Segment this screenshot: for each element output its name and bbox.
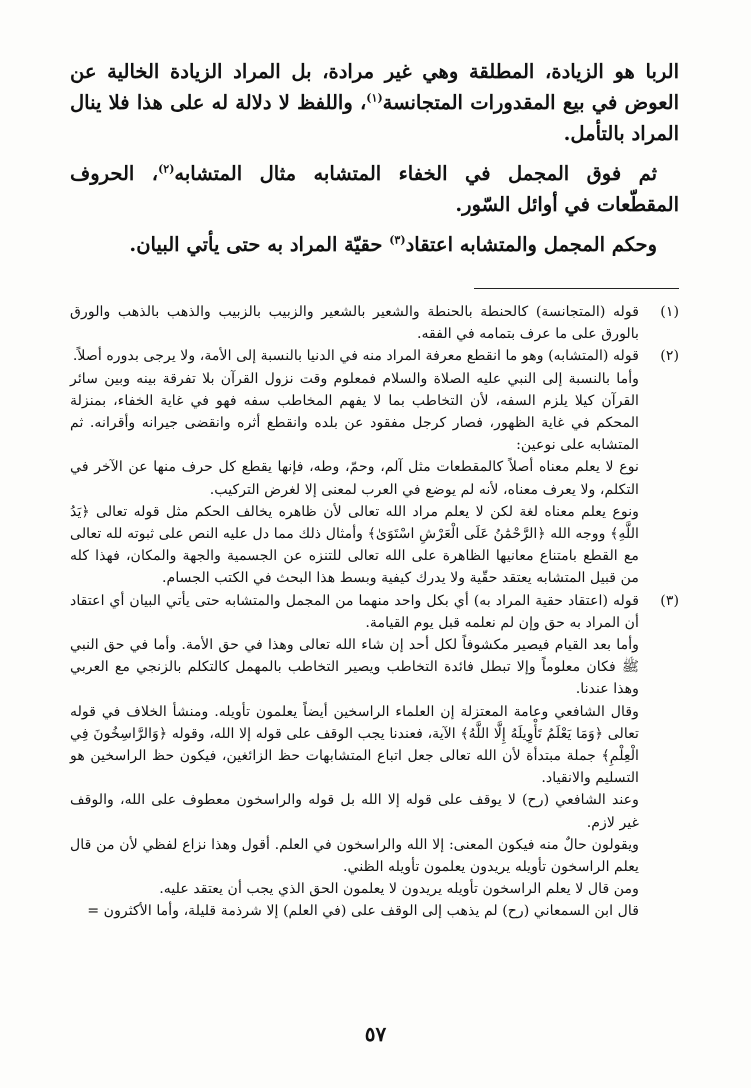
footnote-separator xyxy=(474,288,679,289)
footnote-text: قوله (المتشابه) وهو ما انقطع معرفة المراد منه في الدنيا بالنسبة إلى الأمة، ولا يرجى بدوره أصلاً. xyxy=(72,348,639,365)
page-number: ٥٧ xyxy=(364,1022,387,1046)
footnote-number: (٣) xyxy=(660,592,679,609)
footnote-text: ويقولون حالٌ منه فيكون المعنى: إلا الله والراسخون في العلم. أقول وهذا نزاع لفظي لأن من قال يعلم الراسخون تأويله يريدون يعلمون تأويله الظني. xyxy=(70,836,639,876)
footnote-number: (١) xyxy=(660,304,679,320)
footnotes xyxy=(70,301,679,923)
footnote-text: ومن قال لا يعلم الراسخون تأويله يريدون لا يعلمون الحق الذي يجب أن يعتقد عليه. xyxy=(159,881,639,898)
footnote-text: نوع لا يعلم معناه أصلاً كالمقطعات مثل آلم، وحمّ، وطه، فإنها يقطع كل حرف منها عن الآخر في التكلم، ولا يعرف معناه، لأنه لم يوضع في العرب لمعنى إلا لغرض التركيب. xyxy=(70,459,639,498)
footnote-2-continued xyxy=(70,368,679,590)
footnote-text: وعند الشافعي (رح) لا يوقف على قوله إلا الله بل قوله والراسخون معطوف على الله، والوقف غير لازم. xyxy=(70,792,639,831)
footnote-3 xyxy=(70,590,679,634)
footnote-text: قوله (اعتقاد حقية المراد به) أي بكل واحد منهما من المجمل والمتشابه حتى يأتي البيان أي اعتقاد أن المراد به حق وإن لم نعلمه قبل يوم القيامة. xyxy=(70,592,639,631)
footnote-text: قال ابن السمعاني (رح) لم يذهب إلى الوقف على (في العلم) إلا شرذمة قليلة، وأما الأكثرون = xyxy=(87,903,639,920)
footnote-text: ونوع يعلم معناه لغة لكن لا يعلم مراد الله تعالى لأن ظاهره يخالف الحكم مثل قوله تعالى ﴿يَدُ اللَّهِ﴾ ووجه الله ﴿الرَّحْمَٰنُ عَلَى الْعَرْشِ اسْتَوَىٰ﴾ وأمثال ذلك مما دل عليه النص على ثبوته لله تعالى مع القطع بامتناع معانيها الظاهرة على الله تعالى للتنزه عن الجسمية والجهة والمكان، فهذا كله من قبيل المتشابه يعتقد حقّية ولا يدرك كيفية وبسط هذا البحث في الكتب الجسام. xyxy=(70,503,639,587)
footnote-ref-3: (٣) xyxy=(389,233,406,247)
footnote-ref-1: (١) xyxy=(366,91,383,105)
footnote-2 xyxy=(70,345,679,367)
footnote-text: وقال الشافعي وعامة المعتزلة إن العلماء الراسخين أيضاً يعلمون تأويله. ومنشأ الخلاف في قوله تعالى ﴿وَمَا يَعْلَمُ تَأْوِيلَهُ إِلَّا اللَّهُ﴾ الآية، فعندنا يجب الوقف على قوله إلا الله، وقوله ﴿وَالرَّاسِخُونَ فِي الْعِلْمِ﴾ جملة مبتدأة لأن الله تعالى جعل اتباع المتشابهات حظ الزائغين، فيكون حظ الراسخين هو التسليم والانقياد. xyxy=(70,703,639,787)
footnote-ref-2: (٢) xyxy=(158,162,175,176)
footnote-number: (٢) xyxy=(660,348,679,365)
footnote-text: وأما بالنسبة إلى النبي عليه الصلاة والسلام فمعلوم وقت نزول القرآن بلا تفرقة بينه وبين سائر القرآن كيلا يلزم السفه، لأن التخاطب بما لا يفهم المخاطب سفه فهو في غاية الخفاء، بمنزلة المحكم في غاية الظهور، فصار كرجل مفقود عن بلده وانقطع أثره وانقضى جيرانه وأقرانه. ثم المتشابه على نوعين: xyxy=(70,370,639,454)
main-text xyxy=(70,56,679,260)
main-paragraph-1: الربا هو الزيادة، المطلقة وهي غير مرادة، بل المراد الزيادة الخالية عن العوض في بيع المقدورات المتجانسة$^{(١)}$، واللفظ لا دلالة له على هذا فلا ينال المراد بالتأمل. xyxy=(70,60,680,145)
footnote-text: وأما بعد القيام فيصير مكشوفاً لكل أحد إن شاء الله تعالى وهذا في حق الأمة. وأما في حق النبي ﷺ فكان معلوماً وإلا تبطل فائدة التخاطب ويصير التخاطب بالمهمل كالتكلم بالزنجي مع العربي وهذا عندنا. xyxy=(70,637,639,698)
footnote-text: قوله (المتجانسة) كالحنطة بالحنطة والشعير بالشعير والزبيب بالزبيب والذهب بالذهب والورق بالورق على ما عرف بتمامه في الفقه. xyxy=(70,304,639,343)
footnote-1 xyxy=(70,301,679,345)
main-paragraph-2: ثم فوق المجمل في الخفاء المتشابه مثال المتشابه$^{(٢)}$، الحروف المقطّعات في أوائل السّور. xyxy=(70,162,679,216)
footnote-3-continued xyxy=(70,634,679,923)
main-paragraph-3: وحكم المجمل والمتشابه اعتقاد$^{(٣)}$ حقيّة المراد به حتى يأتي البيان. xyxy=(129,233,657,256)
